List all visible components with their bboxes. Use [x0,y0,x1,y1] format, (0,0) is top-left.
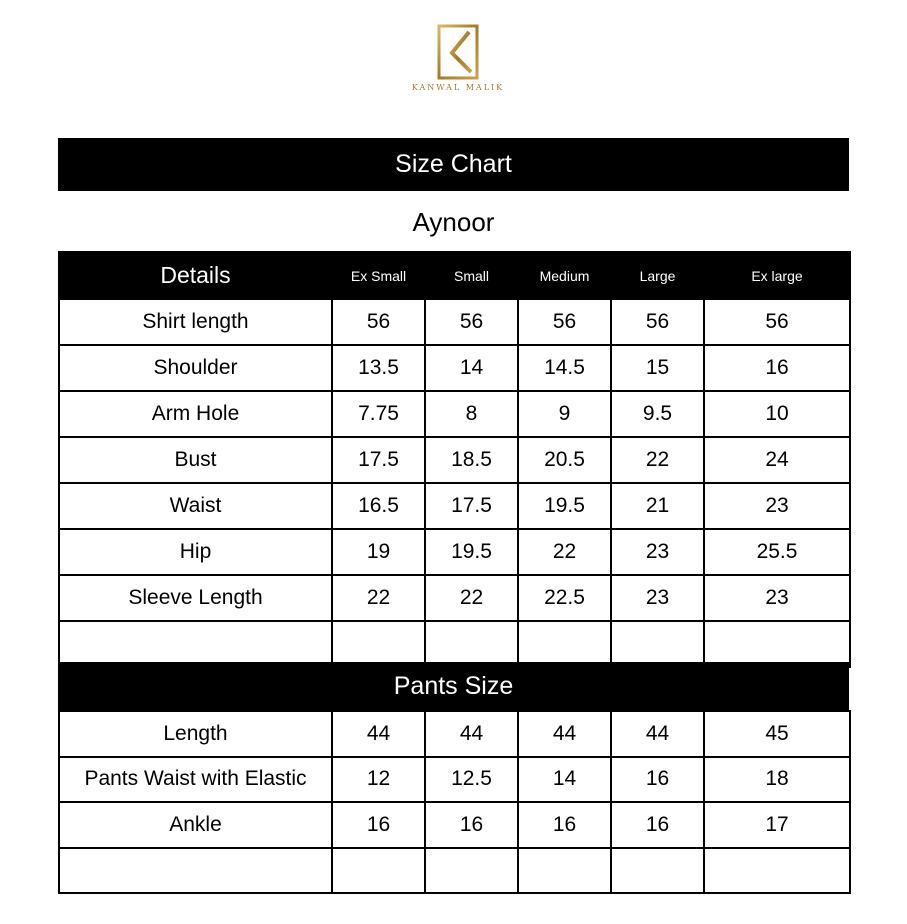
size-value-cell: 17 [704,802,850,848]
size-value-cell: 23 [611,529,704,575]
table-row [59,345,850,391]
size-chart-title-bar [58,138,849,191]
product-name: Aynoor [412,207,495,237]
size-value-cell [611,621,704,667]
size-value-cell: 19 [332,529,425,575]
size-value-cell: 44 [332,711,425,757]
table-row [59,621,850,667]
size-value-cell: 17.5 [332,437,425,483]
size-value-cell: 22 [611,437,704,483]
size-value-cell: 44 [425,711,518,757]
size-value-cell: 14 [425,345,518,391]
row-label: Arm Hole [59,391,332,437]
brand-logo [398,24,518,104]
table-row [59,391,850,437]
size-value-cell: 22.5 [518,575,611,621]
size-value-cell: 22 [332,575,425,621]
table-header-row [59,252,850,299]
size-value-cell: 16 [518,802,611,848]
size-value-cell: 18.5 [425,437,518,483]
monogram-k-icon [437,24,479,80]
size-value-cell: 12.5 [425,757,518,803]
table-row [59,575,850,621]
pants-size-title: Pants Size [393,671,514,700]
size-value-cell: 12 [332,757,425,803]
size-value-cell: 44 [518,711,611,757]
size-value-cell: 56 [518,299,611,345]
size-value-cell [332,848,425,894]
size-value-cell: 14.5 [518,345,611,391]
row-label [59,848,332,894]
row-label [59,621,332,667]
size-value-cell: 8 [425,391,518,437]
header-details: Details [59,252,332,299]
row-label: Shirt length [59,299,332,345]
size-value-cell [704,621,850,667]
size-value-cell [332,621,425,667]
table-row [59,802,850,848]
size-value-cell: 7.75 [332,391,425,437]
size-value-cell: 25.5 [704,529,850,575]
size-value-cell [425,621,518,667]
table-row [59,299,850,345]
size-value-cell: 23 [704,575,850,621]
row-label: Sleeve Length [59,575,332,621]
size-value-cell: 15 [611,345,704,391]
size-value-cell: 19.5 [425,529,518,575]
table-row [59,437,850,483]
pants-size-table [58,710,851,894]
size-value-cell: 16 [425,802,518,848]
size-value-cell: 45 [704,711,850,757]
size-value-cell [425,848,518,894]
size-value-cell: 24 [704,437,850,483]
size-value-cell: 14 [518,757,611,803]
row-label: Ankle [59,802,332,848]
size-value-cell: 16 [704,345,850,391]
size-value-cell: 13.5 [332,345,425,391]
size-value-cell: 21 [611,483,704,529]
size-value-cell: 16 [611,802,704,848]
header-medium: Medium [518,252,611,299]
size-value-cell [704,848,850,894]
row-label: Shoulder [59,345,332,391]
size-value-cell: 56 [704,299,850,345]
size-value-cell: 20.5 [518,437,611,483]
table-row [59,529,850,575]
size-value-cell: 22 [425,575,518,621]
size-value-cell: 9.5 [611,391,704,437]
row-label: Hip [59,529,332,575]
size-value-cell: 23 [611,575,704,621]
page-title: Size Chart [395,150,512,178]
size-value-cell [518,621,611,667]
table-row [59,711,850,757]
size-value-cell [518,848,611,894]
header-ex-large: Ex large [704,252,850,299]
row-label: Bust [59,437,332,483]
size-value-cell [611,848,704,894]
size-value-cell: 17.5 [425,483,518,529]
table-row [59,757,850,803]
size-value-cell: 23 [704,483,850,529]
row-label: Waist [59,483,332,529]
brand-name: KANWAL MALIK [411,83,505,92]
size-value-cell: 16.5 [332,483,425,529]
size-value-cell: 56 [611,299,704,345]
size-value-cell: 56 [425,299,518,345]
row-label: Length [59,711,332,757]
size-value-cell: 19.5 [518,483,611,529]
header-large: Large [611,252,704,299]
size-value-cell: 18 [704,757,850,803]
shirt-size-table [58,251,851,668]
table-row [59,848,850,894]
pants-size-bar [58,662,849,710]
header-small: Small [425,252,518,299]
row-label: Pants Waist with Elastic [59,757,332,803]
size-value-cell: 16 [332,802,425,848]
table-row [59,483,850,529]
size-value-cell: 22 [518,529,611,575]
size-value-cell: 56 [332,299,425,345]
size-value-cell: 44 [611,711,704,757]
size-value-cell: 9 [518,391,611,437]
size-value-cell: 16 [611,757,704,803]
header-ex-small: Ex Small [332,252,425,299]
size-value-cell: 10 [704,391,850,437]
